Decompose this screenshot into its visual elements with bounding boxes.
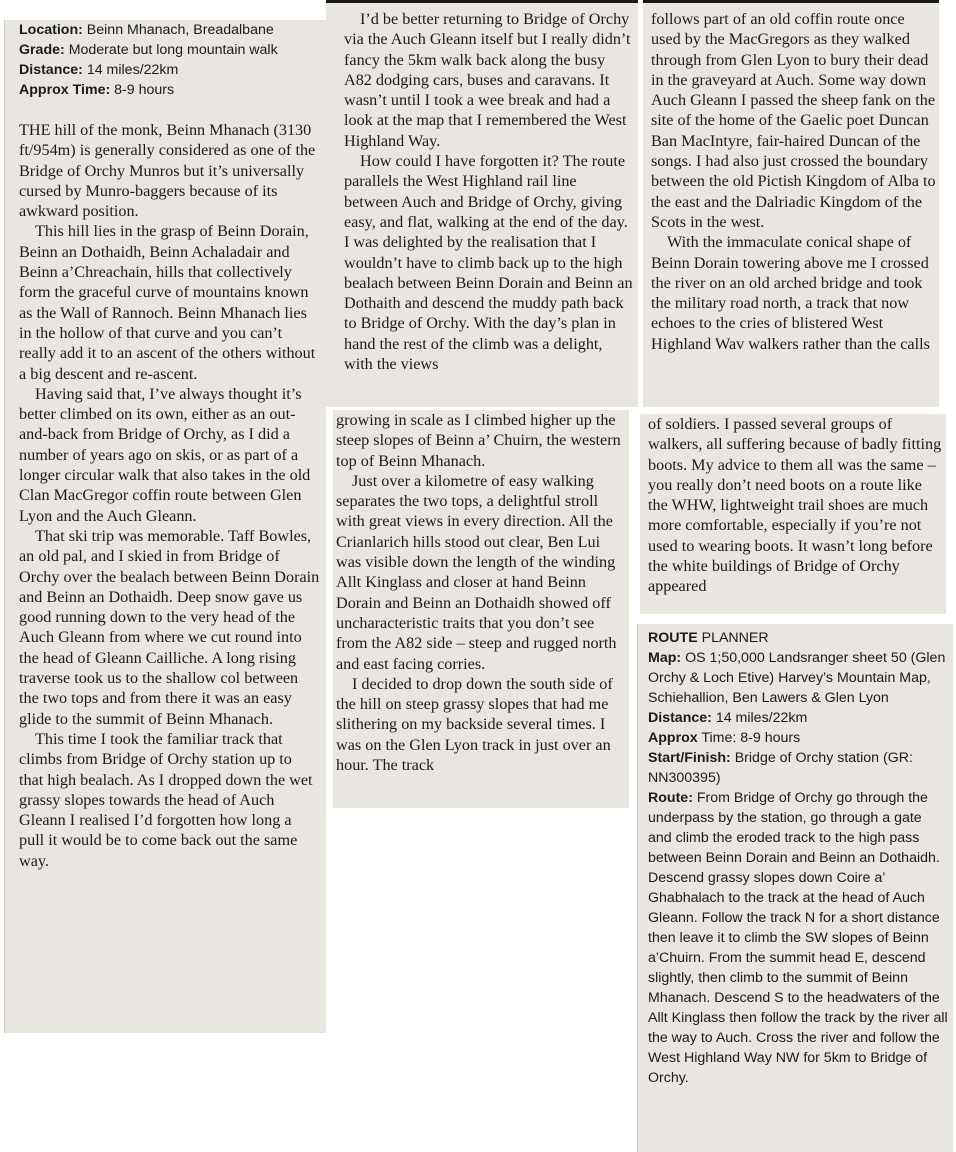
clipping-column-3 <box>643 0 939 407</box>
walk-fact-box <box>19 20 320 100</box>
clipping-column-5 <box>640 414 946 614</box>
planner-map: Map: OS 1;50,000 Landsranger sheet 50 (Glen Orchy & Loch Etive) Harvey’s Mountain Map, Schiehallion, Ben Lawers & Glen Lyon <box>648 650 946 706</box>
planner-time: Approx Time: 8-9 hours <box>648 730 801 746</box>
paragraph: This hill lies in the grasp of Beinn Dorain, Beinn an Dothaidh, Beinn Achaladair and Beinn a’Chreachain, hills that collectively form the graceful curve of mountains known as the Wall of Rannoch. Beinn Mhanach lies in the hollow of that curve and you can’t really add it to an ascent of the others without a big descent and re-ascent. <box>19 222 316 383</box>
clipping-column-1 <box>4 20 326 1033</box>
paragraph: With the immaculate conical shape of Beinn Dorain towering above me I crossed the river on an old arched bridge and took the military road north, a track that now echoes to the cries of blistered West Highland Wav walkers rather than the calls <box>651 233 930 353</box>
paragraph: follows part of an old coffin route once used by the MacGregors as they walked through from Glen Lyon to bury their dead in the graveyard at Auch. Some way down Auch Gleann I passed the sheep fank on the site of the home of the Gaelic poet Duncan Ban MacIntyre, fair-haired Duncan of the songs. I had also just crossed the boundary between the old Pictish Kingdom of Alba to the east and the Dalriadic Kingdom of the Scots in the west. <box>651 10 936 231</box>
paragraph: I decided to drop down the south side of the hill on steep grassy slopes that had me slithering on my backside several times. I was on the Glen Lyon track in just over an hour. The track <box>336 674 613 775</box>
paragraph: THE hill of the monk, Beinn Mhanach (3130 ft/954m) is generally considered as one of the Bridge of Orchy Munros but it’s universally cursed by Munro-baggers because of its awkward position. <box>19 121 316 221</box>
planner-distance: Distance: 14 miles/22km <box>648 710 808 726</box>
article-column-1 <box>19 120 320 871</box>
paragraph: Having said that, I’ve always thought it’s better climbed on its own, either as an out-and-back from Bridge of Orchy, as I did a number of years ago on skis, or as part of a longer circular walk that also takes in the old Clan MacGregor coffin route between Glen Lyon and the Auch Gleann. <box>19 384 311 525</box>
paragraph: of soldiers. I passed several groups of walkers, all suffering because of badly fitting boots. My advice to them all was the same – you really don’t need boots on a route like the WHW, lightweight trail shoes are much more comfortable, especially if you’re not used to wearing boots. It wasn’t long before the white buildings of Bridge of Orchy appeared <box>648 415 942 596</box>
fact-grade: Grade: Moderate but long mountain walk <box>19 42 278 58</box>
fact-time: Approx Time: 8-9 hours <box>19 82 175 98</box>
paragraph: I’d be better returning to Bridge of Orchy via the Auch Gleann itself but I really didn’t fancy the 5km walk back along the busy A82 dodging cars, buses and caravans. It wasn’t until I took a wee break and had a look at the map that I remembered the West Highland Way. <box>344 10 631 150</box>
planner-start-finish: Start/Finish: Bridge of Orchy station (GR: NN300395) <box>648 750 913 786</box>
route-planner <box>637 624 953 1152</box>
paragraph: growing in scale as I climbed higher up the steep slopes of Beinn a’ Chuirn, the western top of Beinn Mhanach. <box>336 411 621 470</box>
fact-distance: Distance: 14 miles/22km <box>19 62 179 78</box>
paragraph: That ski trip was memorable. Taff Bowles, an old pal, and I skied in from Bridge of Orchy over the bealach between Beinn Dorain and Beinn an Dothaidh. Deep snow gave us good running down to the very head of the Auch Gleann from where we cut round into the head of Gleann Cailliche. A long rising traverse took us to the shallow col between the two tops and from there it was an easy glide to the summit of Beinn Mhanach. <box>19 526 320 728</box>
fact-location: Location: Beinn Mhanach, Breadalbane <box>19 22 274 38</box>
clipping-column-4 <box>333 410 629 808</box>
paragraph: This time I took the familiar track that climbs from Bridge of Orchy station up to that high bealach. As I dropped down the wet grassy slopes towards the head of Auch Gleann I realised I’d forgotten how long a pull it would be to come back out the same way. <box>19 729 313 870</box>
clipping-column-2 <box>326 0 638 407</box>
paragraph: How could I have forgotten it? The route parallels the West Highland rail line between Auch and Bridge of Orchy, giving easy, and flat, walking at the end of the day. I was delighted by the realisation that I wouldn’t have to climb back up to the high bealach between Beinn Dorain and Beinn an Dothaith and descend the muddy path back to Bridge of Orchy. With the day’s plan in hand the rest of the climb was a delight, with the views <box>344 152 633 374</box>
route-planner-title: ROUTE PLANNER <box>648 630 769 646</box>
planner-route: Route: From Bridge of Orchy go through the underpass by the station, go through a gate and climb the eroded track to the high pass between Beinn Dorain and Beinn an Dothaidh. Descend grassy slopes down Coire a’ Ghabhalach to the track at the head of Auch Gleann. Follow the track N for a short distance then leave it to climb the SW slopes of Beinn a’Chuirn. From the summit head E, descend slightly, then climb to the summit of Beinn Mhanach. Descend S to the headwaters of the Allt Kinglass then follow the track by the river all the way to Auch. Cross the river and follow the West Highland Way NW for 5km to Bridge of Orchy. <box>648 790 948 1086</box>
paragraph: Just over a kilometre of easy walking separates the two tops, a delightful stroll with great views in every direction. All the Crianlarich hills stood out clear, Ben Lui was visible down the length of the winding Allt Kinglass and closer at hand Beinn Dorain and Beinn an Dothaidh showed off uncharacteristic traits that you don’t see from the A82 side – steep and rugged north and east facing corries. <box>336 471 617 673</box>
